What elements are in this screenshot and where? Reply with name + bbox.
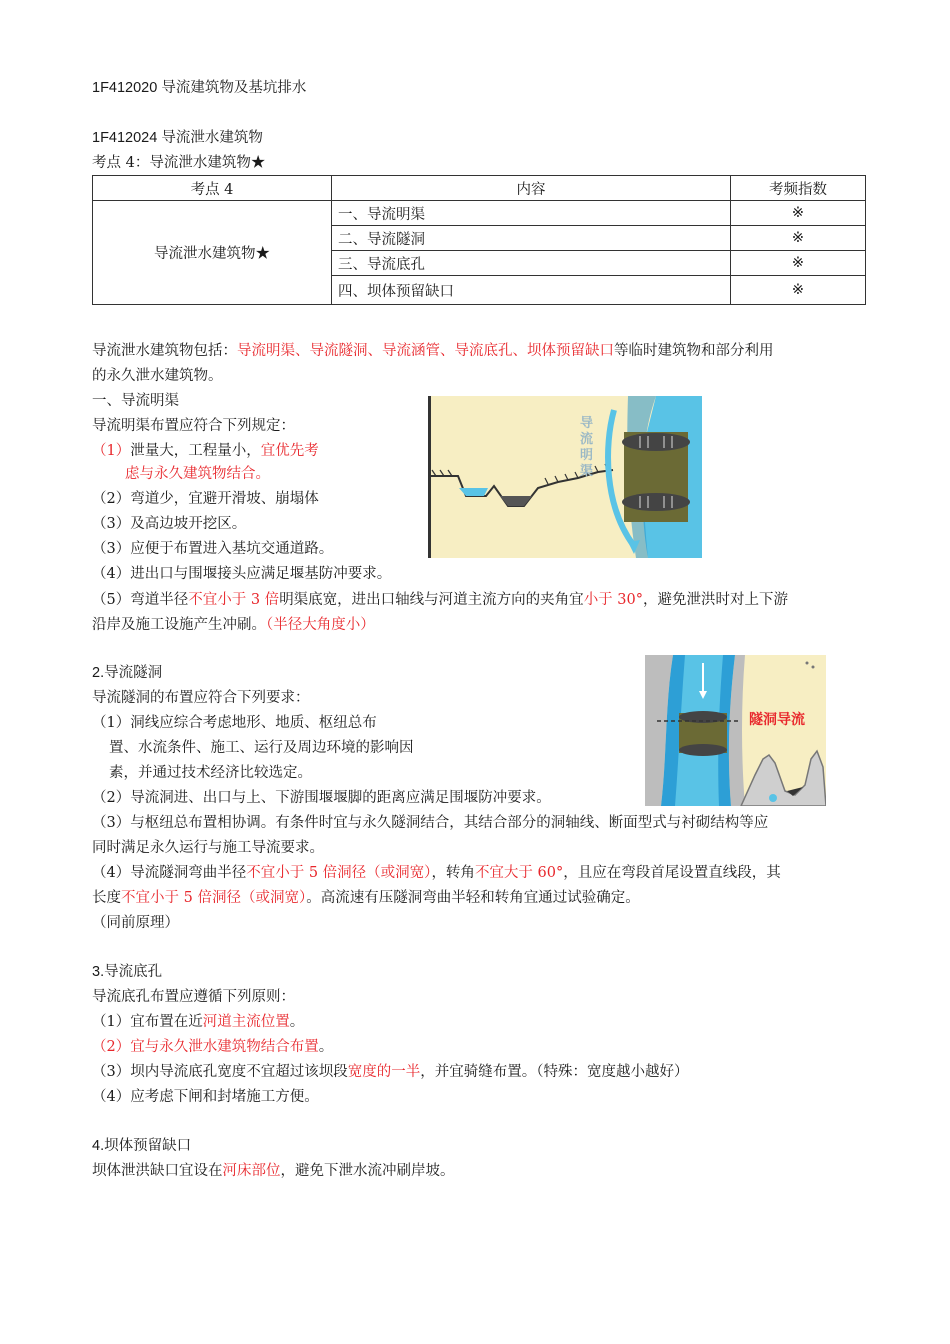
diversion-channel-figure — [428, 396, 702, 558]
list-item-cont: 沿岸及施工设施产生冲刷。（半径大角度小） — [92, 617, 375, 633]
tunnel-diversion-label: 隧洞导流 — [749, 712, 805, 728]
table-row — [93, 201, 866, 226]
intro-paragraph: 导流泄水建筑物包括：导流明渠、导流隧洞、导流涵管、导流底孔、坝体预留缺口等临时建筑物和部分利用 — [92, 343, 774, 359]
section-title: 一、导流明渠 — [92, 393, 179, 409]
list-item: （3）与枢纽总布置相协调。有条件时宜与永久隧洞结合，其结合部分的洞轴线、断面型式与衬砌结构等应 — [92, 815, 769, 831]
list-item: （1）泄量大，工程量小，宜优先考 — [92, 443, 319, 459]
list-item: （2）弯道少，宜避开滑坡、崩塌体 — [92, 491, 319, 507]
list-item: （2）导流洞进、出口与上、下游围堰堰脚的距离应满足围堰防冲要求。 — [92, 790, 551, 806]
section-title: 4.坝体预留缺口 — [92, 1138, 192, 1154]
kaodian-table — [92, 175, 866, 305]
list-item: （4）导流隧洞弯曲半径不宜小于 5 倍洞径（或洞宽），转角不宜大于 60°，且应在弯段首尾设置直线段，其 — [92, 865, 781, 881]
table-cell-content: 二、导流隧洞 — [332, 226, 731, 251]
list-item: （3）及高边坡开挖区。 — [92, 516, 247, 532]
section-title: 2.导流隧洞 — [92, 665, 163, 681]
section-title: 3.导流底孔 — [92, 964, 163, 980]
kaodian-title: 考点 4：导流泄水建筑物★ — [92, 155, 266, 171]
list-item: （4）应考虑下闸和封堵施工方便。 — [92, 1089, 319, 1105]
section-lead: 导流明渠布置应符合下列规定： — [92, 418, 295, 434]
table-cell-content: 四、坝体预留缺口 — [332, 276, 731, 305]
list-item: （3）坝内导流底孔宽度不宜超过该坝段宽度的一半，并宜骑缝布置。（特殊：宽度越小越好） — [92, 1064, 689, 1080]
diversion-channel-label: 导流明渠 — [580, 416, 594, 479]
list-item: （1）洞线应综合考虑地形、地质、枢纽总布 — [92, 715, 377, 731]
list-item-cont: 同时满足永久运行与施工导流要求。 — [92, 840, 324, 856]
table-cell-content: 一、导流明渠 — [332, 201, 731, 226]
table-header: 内容 — [332, 176, 731, 201]
section-lead: 导流隧洞的布置应符合下列要求： — [92, 690, 310, 706]
tunnel-diversion-figure — [645, 655, 826, 806]
intro-paragraph-line2: 的永久泄水建筑物。 — [92, 368, 223, 384]
table-header-row — [93, 176, 866, 201]
list-item: （4）进出口与围堰接头应满足堰基防冲要求。 — [92, 566, 392, 582]
list-item: （5）弯道半径不宜小于 3 倍明渠底宽，进出口轴线与河道主流方向的夹角宜小于 30°，避免泄洪时对上下游 — [92, 592, 788, 608]
diversion-channel-illustration — [428, 396, 702, 558]
table-cell-freq: ※ — [731, 226, 866, 251]
table-header: 考点 4 — [93, 176, 332, 201]
heading-section: 1F412020 导流建筑物及基坑排水 — [92, 80, 307, 96]
table-cell-freq: ※ — [731, 251, 866, 276]
table-topic-cell: 导流泄水建筑物★ — [93, 201, 332, 305]
list-item-cont: 素，并通过技术经济比较选定。 — [109, 765, 312, 781]
list-item-cont: 置、水流条件、施工、运行及周边环境的影响因 — [109, 740, 414, 756]
heading-subsection: 1F412024 导流泄水建筑物 — [92, 130, 263, 146]
list-item: （3）应便于布置进入基坑交通道路。 — [92, 541, 334, 557]
table-header: 考频指数 — [731, 176, 866, 201]
table-cell-freq: ※ — [731, 201, 866, 226]
list-item-cont: 虑与永久建筑物结合。 — [125, 466, 270, 482]
paragraph: 坝体泄洪缺口宜设在河床部位，避免下泄水流冲刷岸坡。 — [92, 1163, 455, 1179]
list-item-cont: 长度不宜小于 5 倍洞径（或洞宽）。高流速有压隧洞弯曲半轻和转角宜通过试验确定。 — [92, 890, 640, 906]
tunnel-diversion-illustration — [645, 655, 826, 806]
list-item-note: （同前原理） — [92, 915, 179, 931]
table-cell-content: 三、导流底孔 — [332, 251, 731, 276]
section-lead: 导流底孔布置应遵循下列原则： — [92, 989, 295, 1005]
list-item: （2）宜与永久泄水建筑物结合布置。 — [92, 1039, 334, 1055]
list-item: （1）宜布置在近河道主流位置。 — [92, 1014, 305, 1030]
table-cell-freq: ※ — [731, 276, 866, 305]
